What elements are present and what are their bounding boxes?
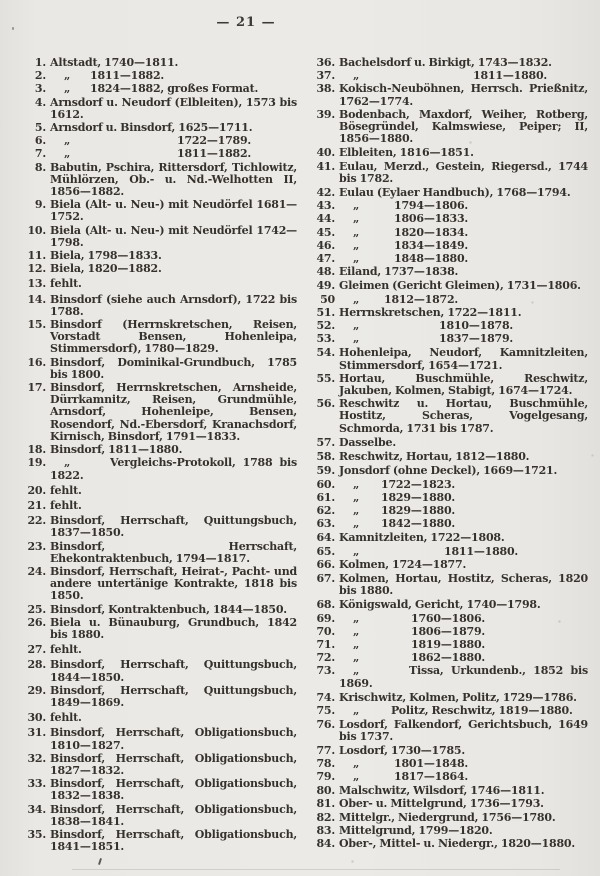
entry-number: 79. bbox=[316, 769, 335, 783]
list-item bbox=[307, 705, 588, 717]
entry-text: Mittelgr., Niedergrund, 1756—1780. bbox=[339, 810, 556, 824]
entry-text: Binsdorf, Herrschaft, Obligationsbuch, 1810—1827. bbox=[50, 726, 297, 752]
list-item bbox=[20, 712, 297, 724]
ditto-mark: „ bbox=[353, 769, 360, 783]
list-item bbox=[20, 604, 297, 616]
entry-number: 60. bbox=[316, 477, 335, 491]
entry-text: Dasselbe. bbox=[339, 435, 396, 449]
entry-text: Binsdorf, Herrschaft, Ehekontraktenbuch, 1794—1817. bbox=[50, 539, 297, 565]
entry-number: 41. bbox=[316, 159, 335, 173]
entry-text: „ 1842—1880. bbox=[339, 518, 588, 530]
list-item bbox=[20, 457, 297, 481]
scan-artifact bbox=[72, 869, 560, 870]
entry-number: 76. bbox=[316, 718, 335, 732]
list-item bbox=[307, 745, 588, 757]
entry-number: 34. bbox=[27, 802, 46, 816]
entry-text: Binsdorf, Herrschaft, Obligationsbuch, 1832—1838. bbox=[50, 777, 297, 803]
entry-text: „ 1760—1806. bbox=[339, 613, 588, 625]
entry-text: Binsdorf, 1811—1880. bbox=[50, 443, 183, 457]
entry-number: 40. bbox=[316, 146, 335, 160]
list-item bbox=[307, 639, 588, 651]
entry-text: Malschwitz, Wilsdorf, 1746—1811. bbox=[339, 784, 545, 798]
entry-number: 66. bbox=[316, 557, 335, 571]
list-item bbox=[20, 644, 297, 656]
entry-text: Arnsdorf u. Neudorf (Elbleiten), 1573 bis 1612. bbox=[50, 95, 297, 121]
entry-number: 62. bbox=[316, 503, 335, 517]
entry-text: fehlt. bbox=[50, 643, 82, 657]
right-column bbox=[307, 57, 588, 854]
entry-number: 31. bbox=[27, 726, 46, 740]
entry-text: Losdorf, Falkendorf, Gerichtsbuch, 1649 bis 1737. bbox=[339, 718, 588, 744]
entry-text: Reschwitz, Hortau, 1812—1880. bbox=[339, 450, 530, 464]
ditto-mark: „ bbox=[353, 319, 360, 333]
entry-text: Losdorf, 1730—1785. bbox=[339, 743, 465, 757]
ditto-mark: „ bbox=[353, 252, 360, 266]
entry-text: Ober- u. Mittelgrund, 1736—1793. bbox=[339, 797, 544, 811]
entry-text: „ 1817—1864. bbox=[339, 771, 588, 783]
left-column bbox=[20, 57, 297, 854]
entry-text: „ 1806—1879. bbox=[339, 626, 588, 638]
entry-text: „ 1824—1882, großes Format. bbox=[50, 83, 297, 95]
list-item bbox=[307, 294, 588, 306]
list-item bbox=[307, 227, 588, 239]
list-item bbox=[20, 122, 297, 134]
entry-text: Krischwitz, Kolmen, Politz, 1729—1786. bbox=[339, 690, 577, 704]
entry-number: 1. bbox=[34, 56, 46, 69]
entry-number: 28. bbox=[27, 658, 46, 672]
entry-number: 6. bbox=[34, 134, 46, 148]
ditto-mark: „ bbox=[353, 332, 360, 346]
list-item bbox=[20, 727, 297, 751]
list-item bbox=[307, 785, 588, 797]
list-item bbox=[307, 398, 588, 435]
list-item bbox=[307, 147, 588, 159]
ditto-mark: „ bbox=[64, 134, 71, 148]
list-item bbox=[307, 83, 588, 107]
entry-number: 24. bbox=[27, 564, 46, 578]
entry-text: „ 1811—1882. bbox=[50, 148, 297, 160]
entry-text: Binsdorf, Dominikal-Grundbuch, 1785 bis 1800. bbox=[50, 355, 297, 381]
list-item bbox=[307, 307, 588, 319]
entry-text: Hohenleipa, Neudorf, Kamnitzleiten, Stimmersdorf, 1654—1721. bbox=[339, 346, 588, 372]
list-item bbox=[307, 613, 588, 625]
entry-text: Binsdorf (siehe auch Arnsdorf), 1722 bis 1788. bbox=[50, 292, 297, 318]
entry-number: 48. bbox=[316, 265, 335, 279]
entry-number: 35. bbox=[27, 827, 46, 841]
list-item bbox=[20, 753, 297, 777]
ditto-mark: „ bbox=[353, 651, 360, 665]
list-item bbox=[20, 804, 297, 828]
entry-number: 23. bbox=[27, 539, 46, 553]
entry-number: 17. bbox=[27, 381, 46, 395]
scan-artifact bbox=[0, 0, 1, 1]
entry-number: 9. bbox=[34, 198, 46, 212]
ditto-mark: „ bbox=[64, 456, 71, 470]
list-item bbox=[307, 812, 588, 824]
list-item bbox=[307, 692, 588, 704]
entry-text: „ 1811—1880. bbox=[339, 70, 588, 82]
entry-text: „ Politz, Reschwitz, 1819—1880. bbox=[339, 705, 588, 717]
page-number: — 21 — bbox=[216, 15, 276, 30]
entry-text: „ 1801—1848. bbox=[339, 758, 588, 770]
entry-number: 33. bbox=[27, 777, 46, 791]
entry-text: Binsdorf, Herrschaft, Obligationsbuch, 1827—1832. bbox=[50, 751, 297, 777]
ditto-mark: „ bbox=[353, 212, 360, 226]
ditto-mark: „ bbox=[353, 292, 360, 306]
entry-text: „ 1806—1833. bbox=[339, 213, 588, 225]
entry-number: 51. bbox=[316, 305, 335, 319]
list-item bbox=[307, 758, 588, 770]
entry-text: Binsdorf, Herrschaft, Quittungsbuch, 1837—1850. bbox=[50, 514, 297, 540]
entry-text: Bachelsdorf u. Birkigt, 1743—1832. bbox=[339, 56, 552, 69]
list-item bbox=[20, 485, 297, 497]
entry-number: 18. bbox=[27, 443, 46, 457]
entry-number: 13. bbox=[27, 277, 46, 291]
entry-number: 39. bbox=[316, 107, 335, 121]
list-item bbox=[20, 263, 297, 275]
entry-text: Binsdorf, Herrnskretschen, Arnsheide, Dürrkamnitz, Reisen, Grundmühle, Arnsdorf, Hohenleipe, Bensen, Rosendorf, Nd.-Ebersdorf, Kranachsdorf, Kirnisch, Binsdorf, 1791—1833. bbox=[50, 381, 297, 443]
entry-number: 54. bbox=[316, 346, 335, 360]
entry-number: 69. bbox=[316, 611, 335, 625]
entry-number: 57. bbox=[316, 435, 335, 449]
list-item bbox=[20, 319, 297, 356]
entry-number: 32. bbox=[27, 751, 46, 765]
entry-number: 84. bbox=[316, 836, 335, 850]
list-item bbox=[307, 626, 588, 638]
entry-number: 4. bbox=[34, 95, 46, 109]
list-item bbox=[307, 187, 588, 199]
list-item bbox=[20, 148, 297, 160]
entry-text: Königswald, Gericht, 1740—1798. bbox=[339, 598, 541, 612]
entry-text: Binsdorf (Herrnskretschen, Reisen, Vorstadt Bensen, Hohenleipa, Stimmersdorf), 1780—1829. bbox=[50, 318, 297, 356]
entry-number: 25. bbox=[27, 602, 46, 616]
entry-text: fehlt. bbox=[50, 277, 82, 291]
entry-text: Kamnitzleiten, 1722—1808. bbox=[339, 531, 505, 545]
entry-text: Reschwitz u. Hortau, Buschmühle, Hostitz, Scheras, Vogelgesang, Schmorda, 1731 bis 1787. bbox=[339, 397, 588, 435]
entry-text: Elbleiten, 1816—1851. bbox=[339, 146, 474, 160]
entry-number: 26. bbox=[27, 615, 46, 629]
entry-number: 22. bbox=[27, 514, 46, 528]
entry-number: 38. bbox=[316, 82, 335, 96]
entry-text: Altstadt, 1740—1811. bbox=[50, 56, 179, 69]
list-item bbox=[307, 333, 588, 345]
entry-number: 67. bbox=[316, 571, 335, 585]
entry-text: Biela, 1798—1833. bbox=[50, 249, 162, 263]
list-item bbox=[307, 320, 588, 332]
list-item bbox=[20, 57, 297, 69]
list-item bbox=[307, 57, 588, 69]
entry-number: 46. bbox=[316, 238, 335, 252]
list-item bbox=[307, 240, 588, 252]
entry-number: 65. bbox=[316, 544, 335, 558]
page-body bbox=[20, 57, 588, 854]
entry-text: Eulau, Merzd., Gestein, Riegersd., 1744 bis 1782. bbox=[339, 159, 588, 185]
list-item bbox=[20, 70, 297, 82]
list-item bbox=[20, 659, 297, 683]
entry-number: 82. bbox=[316, 810, 335, 824]
entry-text: Kolmen, Hortau, Hostitz, Scheras, 1820 bis 1880. bbox=[339, 571, 588, 598]
entry-number: 75. bbox=[316, 703, 335, 717]
entry-number: 44. bbox=[316, 212, 335, 226]
list-item bbox=[307, 373, 588, 397]
list-item bbox=[307, 838, 588, 850]
list-item bbox=[307, 719, 588, 743]
entry-number: 27. bbox=[27, 643, 46, 657]
list-item bbox=[307, 451, 588, 463]
entry-number: 70. bbox=[316, 624, 335, 638]
entry-number: 15. bbox=[27, 318, 46, 332]
entry-text: Biela (Alt- u. Neu-) mit Neudörfel 1742—1798. bbox=[50, 223, 297, 249]
entry-text: „ 1834—1849. bbox=[339, 240, 588, 252]
entry-number: 56. bbox=[316, 397, 335, 411]
entry-text: fehlt. bbox=[50, 711, 82, 725]
list-item bbox=[307, 161, 588, 185]
entry-text: Biela u. Bünauburg, Grundbuch, 1842 bis 1880. bbox=[50, 615, 297, 641]
ditto-mark: „ bbox=[353, 199, 360, 213]
entry-number: 36. bbox=[316, 56, 335, 69]
entry-number: 59. bbox=[316, 464, 335, 478]
entry-text: „ 1829—1880. bbox=[339, 492, 588, 504]
entry-number: 55. bbox=[316, 371, 335, 385]
list-item bbox=[307, 266, 588, 278]
entry-number: 11. bbox=[27, 249, 46, 263]
entry-number: 78. bbox=[316, 756, 335, 770]
list-item bbox=[307, 771, 588, 783]
entry-text: „ 1819—1880. bbox=[339, 639, 588, 651]
entry-text: fehlt. bbox=[50, 498, 82, 512]
entry-text: Eiland, 1737—1838. bbox=[339, 265, 459, 279]
ditto-mark: „ bbox=[64, 147, 71, 161]
list-item bbox=[307, 599, 588, 611]
entry-text: Kolmen, 1724—1877. bbox=[339, 557, 467, 571]
entry-text: Biela, 1820—1882. bbox=[50, 262, 162, 276]
list-item bbox=[20, 97, 297, 121]
entry-text: „ 1794—1806. bbox=[339, 200, 588, 212]
list-item bbox=[20, 778, 297, 802]
entry-number: 49. bbox=[316, 279, 335, 293]
list-item bbox=[307, 253, 588, 265]
list-item bbox=[307, 280, 588, 292]
entry-number: 2. bbox=[34, 69, 46, 83]
ditto-mark: „ bbox=[353, 490, 360, 504]
entry-number: 21. bbox=[27, 498, 46, 512]
entry-number: 7. bbox=[34, 147, 46, 161]
entry-number: 3. bbox=[34, 82, 46, 96]
entry-number: 81. bbox=[316, 797, 335, 811]
entry-text: „ Vergleichs-Protokoll, 1788 bis 1822. bbox=[50, 456, 297, 482]
list-item bbox=[307, 200, 588, 212]
ditto-mark: „ bbox=[353, 624, 360, 638]
list-item bbox=[307, 492, 588, 504]
list-item bbox=[20, 225, 297, 249]
entry-text: Hortau, Buschmühle, Reschwitz, Jakuben, Kolmen, Stabigt, 1674—1724. bbox=[339, 371, 588, 398]
entry-number: 30. bbox=[27, 711, 46, 725]
entry-number: 74. bbox=[316, 690, 335, 704]
entry-text: „ 1848—1880. bbox=[339, 253, 588, 265]
entry-text: „ 1811—1880. bbox=[339, 546, 588, 558]
list-item bbox=[307, 213, 588, 225]
entry-number: 58. bbox=[316, 450, 335, 464]
list-item bbox=[20, 83, 297, 95]
entry-text: „ 1722—1823. bbox=[339, 479, 588, 491]
list-item bbox=[20, 135, 297, 147]
ditto-mark: „ bbox=[353, 611, 360, 625]
entry-text: „ 1820—1834. bbox=[339, 227, 588, 239]
entry-text: Herrnskretschen, 1722—1811. bbox=[339, 305, 522, 319]
entry-number: 5. bbox=[34, 121, 46, 135]
list-item bbox=[307, 798, 588, 810]
list-item bbox=[307, 347, 588, 371]
entry-text: Mittelgrund, 1799—1820. bbox=[339, 823, 493, 837]
entry-text: Binsdorf, Herrschaft, Quittungsbuch, 1844—1850. bbox=[50, 658, 297, 684]
list-item bbox=[20, 382, 297, 443]
entry-number: 72. bbox=[316, 651, 335, 665]
ditto-mark: „ bbox=[353, 69, 360, 83]
entry-number: 61. bbox=[316, 490, 335, 504]
entry-text: Bodenbach, Maxdorf, Weiher, Rotberg, Bösegründel, Kalmswiese, Peiper; II, 1856—1880. bbox=[339, 107, 588, 146]
ditto-mark: „ bbox=[353, 664, 360, 678]
list-item bbox=[20, 250, 297, 262]
list-item bbox=[307, 70, 588, 82]
entry-number: 8. bbox=[34, 160, 46, 174]
list-item bbox=[20, 444, 297, 456]
entry-text: Ober-, Mittel- u. Niedergr., 1820—1880. bbox=[339, 836, 575, 850]
list-item bbox=[20, 541, 297, 565]
entry-text: Babutin, Pschira, Rittersdorf, Tichlowitz, Mühlörzen, Ob.- u. Nd.-Welhotten II, 1856—1882. bbox=[50, 160, 297, 199]
ditto-mark: „ bbox=[353, 238, 360, 252]
entry-text: Arnsdorf u. Binsdorf, 1625—1711. bbox=[50, 121, 253, 135]
ditto-mark: „ bbox=[353, 703, 360, 717]
entry-number: 29. bbox=[27, 683, 46, 697]
entry-number: 20. bbox=[27, 483, 46, 497]
entry-text: „ 1812—1872. bbox=[339, 294, 588, 306]
list-item bbox=[20, 357, 297, 381]
entry-text: fehlt. bbox=[50, 483, 82, 497]
list-item bbox=[20, 199, 297, 223]
entry-text: „ 1862—1880. bbox=[339, 652, 588, 664]
list-item bbox=[307, 518, 588, 530]
entry-number: 80. bbox=[316, 784, 335, 798]
entry-text: Binsdorf, Herrschaft, Obligationsbuch, 1841—1851. bbox=[50, 827, 297, 854]
entry-text: „ 1811—1882. bbox=[50, 70, 297, 82]
entry-text: „ Tissa, Urkundenb., 1852 bis 1869. bbox=[339, 664, 588, 690]
entry-text: Kokisch-Neuböhnen, Herrsch. Prießnitz, 1762—1774. bbox=[339, 82, 588, 108]
entry-number: 63. bbox=[316, 517, 335, 531]
list-item bbox=[307, 665, 588, 689]
ditto-mark: „ bbox=[353, 503, 360, 517]
list-item bbox=[20, 515, 297, 539]
list-item bbox=[20, 566, 297, 603]
list-item bbox=[307, 109, 588, 146]
list-item bbox=[307, 437, 588, 449]
ditto-mark: „ bbox=[353, 517, 360, 531]
list-item bbox=[20, 500, 297, 512]
entry-number: 64. bbox=[316, 531, 335, 545]
list-item bbox=[20, 617, 297, 641]
entry-number: 77. bbox=[316, 743, 335, 757]
entry-text: Eulau (Eylaer Handbuch), 1768—1794. bbox=[339, 186, 571, 200]
entry-number: 53. bbox=[316, 332, 335, 346]
entry-text: Binsdorf, Herrschaft, Quittungsbuch, 1849—1869. bbox=[50, 683, 297, 709]
entry-text: Binsdorf, Kontraktenbuch, 1844—1850. bbox=[50, 602, 287, 616]
list-item bbox=[307, 479, 588, 491]
ditto-mark: „ bbox=[353, 756, 360, 770]
ditto-mark: „ bbox=[353, 225, 360, 239]
entry-text: Binsdorf, Herrschaft, Obligationsbuch, 1838—1841. bbox=[50, 802, 297, 828]
entry-text: „ 1810—1878. bbox=[339, 320, 588, 332]
entry-number: 52. bbox=[316, 319, 335, 333]
ditto-mark: „ bbox=[353, 637, 360, 651]
list-item bbox=[20, 294, 297, 318]
entry-number: 42. bbox=[316, 186, 335, 200]
list-item bbox=[307, 825, 588, 837]
entry-number: 37. bbox=[316, 69, 335, 83]
entry-number: 73. bbox=[316, 664, 335, 678]
entry-number: 16. bbox=[27, 355, 46, 369]
list-item bbox=[20, 162, 297, 199]
entry-number: 71. bbox=[316, 637, 335, 651]
scan-artifact bbox=[98, 858, 102, 865]
ditto-mark: „ bbox=[64, 82, 71, 96]
entry-number: 10. bbox=[27, 223, 46, 237]
entry-text: „ 1829—1880. bbox=[339, 505, 588, 517]
entry-text: „ 1722—1789. bbox=[50, 135, 297, 147]
list-item bbox=[20, 829, 297, 853]
entry-text: „ 1837—1879. bbox=[339, 333, 588, 345]
ditto-mark: „ bbox=[64, 69, 71, 83]
entry-text: Gleimen (Gericht Gleimen), 1731—1806. bbox=[339, 279, 581, 293]
entry-number: 45. bbox=[316, 225, 335, 239]
ditto-mark: „ bbox=[353, 544, 360, 558]
list-item bbox=[307, 532, 588, 544]
list-item bbox=[307, 559, 588, 571]
list-item bbox=[307, 652, 588, 664]
list-item bbox=[20, 685, 297, 709]
entry-number: 50 bbox=[320, 292, 335, 306]
entry-number: 12. bbox=[27, 262, 46, 276]
entry-number: 47. bbox=[316, 252, 335, 266]
list-item bbox=[307, 573, 588, 597]
list-item bbox=[307, 465, 588, 477]
list-item bbox=[307, 505, 588, 517]
entry-text: Biela (Alt- u. Neu-) mit Neudörfel 1681—1752. bbox=[50, 198, 297, 224]
entry-number: 83. bbox=[316, 823, 335, 837]
entry-number: 68. bbox=[316, 598, 335, 612]
ditto-mark: „ bbox=[353, 477, 360, 491]
scan-artifact bbox=[12, 27, 14, 30]
entry-number: 14. bbox=[27, 292, 46, 306]
entry-text: Binsdorf, Herrschaft, Heirat-, Pacht- und andere untertänige Kontrakte, 1818 bis 1850. bbox=[50, 564, 297, 603]
entry-number: 43. bbox=[316, 199, 335, 213]
entry-text: Jonsdorf (ohne Deckel), 1669—1721. bbox=[339, 464, 558, 478]
list-item bbox=[20, 278, 297, 290]
entry-number: 19. bbox=[27, 456, 46, 470]
list-item bbox=[307, 546, 588, 558]
